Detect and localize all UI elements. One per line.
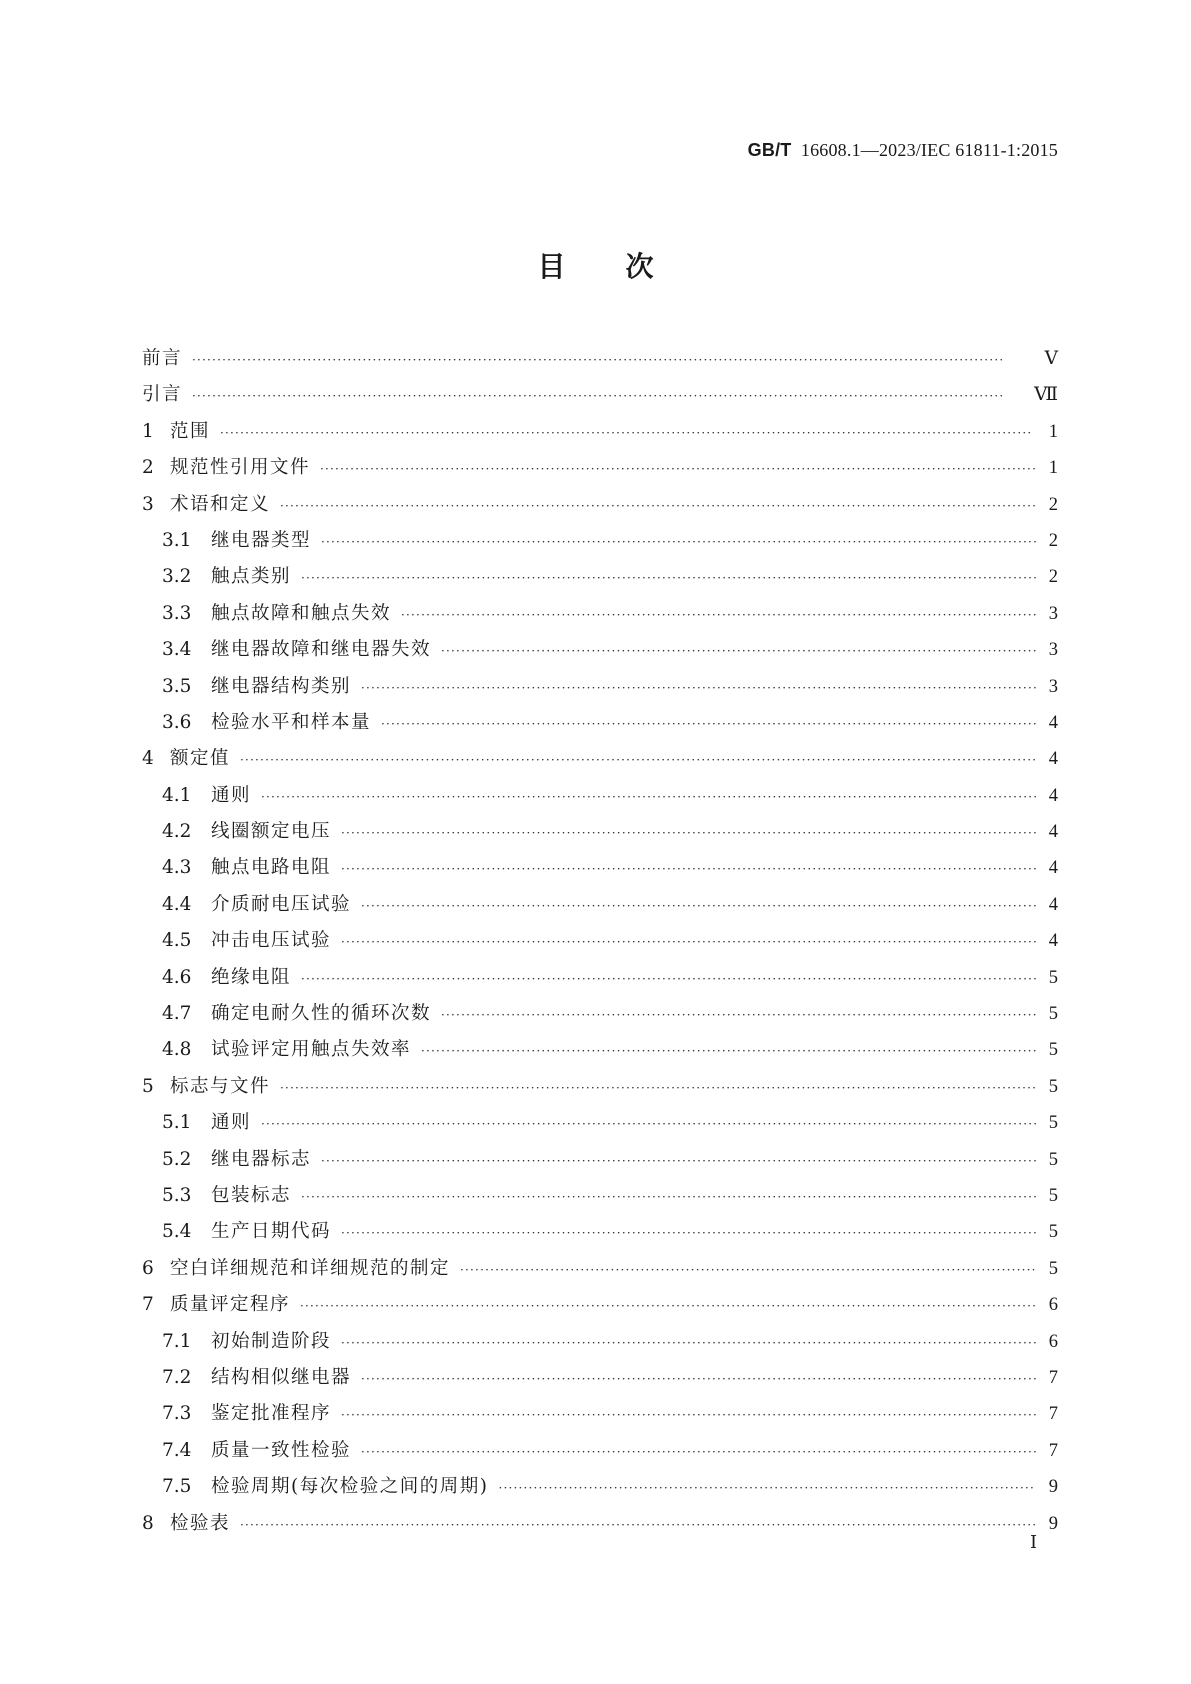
toc-dot-leader [441,633,1036,669]
toc-entry[interactable] [142,996,1058,1032]
toc-entry[interactable] [142,669,1058,705]
page-number: Ⅰ [1030,1532,1038,1552]
toc-entry-number: 5.2 [162,1148,192,1170]
toc-entry-page: 4 [1048,931,1058,952]
toc-entry[interactable] [142,450,1058,486]
toc-dot-leader [320,451,1036,487]
toc-entry-label: 检验表 [170,1512,231,1534]
toc-entry-page: 4 [1048,785,1058,806]
toc-entry[interactable] [142,1433,1058,1469]
toc-entry-number: 5.4 [162,1221,192,1243]
toc-entry-number: 3.2 [162,566,192,588]
toc-entry[interactable] [142,632,1058,668]
toc-dot-leader [240,742,1036,778]
toc-entry[interactable] [142,1324,1058,1360]
toc-entry-number: 7 [142,1294,154,1316]
toc-dot-leader [341,815,1036,851]
toc-entry-label: 冲击电压试验 [211,930,332,952]
toc-entry-page: 7 [1048,1367,1058,1388]
toc-entry[interactable] [142,596,1058,632]
toc-entry-label: 检验水平和样本量 [211,711,372,733]
toc-entry[interactable] [142,850,1058,886]
toc-entry[interactable] [142,1251,1058,1287]
toc-entry-page: 5 [1048,1040,1058,1061]
toc-dot-leader [361,1361,1036,1397]
toc-entry[interactable] [142,960,1058,996]
toc-entry-label: 继电器故障和继电器失效 [211,639,432,661]
toc-dot-leader [341,1325,1036,1361]
toc-entry[interactable] [142,377,1058,413]
toc-entry[interactable] [142,923,1058,959]
toc-entry-label: 标志与文件 [170,1075,271,1097]
toc-entry-page: 7 [1048,1440,1058,1461]
toc-dot-leader [381,706,1036,742]
toc-entry-number: 4.3 [162,857,192,879]
toc-entry-number: 3.6 [162,711,192,733]
toc-entry[interactable] [142,778,1058,814]
toc-entry-page: Ⅴ [1044,349,1058,369]
toc-entry-number: 3.1 [162,529,192,551]
toc-entry-number: 4.4 [162,893,192,915]
toc-entry[interactable] [142,1287,1058,1323]
toc-entry-page: 9 [1048,1477,1058,1498]
toc-entry-label: 额定值 [170,748,231,770]
toc-entry-number: 7.1 [162,1330,192,1352]
toc-entry-label: 通则 [211,1112,252,1134]
toc-entry-number: 6 [142,1257,154,1279]
toc-entry[interactable] [142,1506,1058,1542]
toc-dot-leader [301,961,1036,997]
toc-entry-number: 7.2 [162,1366,192,1388]
toc-entry[interactable] [142,1396,1058,1432]
toc-dot-leader [341,1397,1036,1433]
toc-entry[interactable] [142,1214,1058,1250]
toc-entry-label: 继电器标志 [211,1148,312,1170]
toc-entry-label: 结构相似继电器 [211,1366,352,1388]
toc-entry-label: 引言 [142,384,183,406]
toc-entry-label: 确定电耐久性的循环次数 [211,1003,432,1025]
toc-dot-leader [301,560,1036,596]
toc-entry-label: 继电器结构类别 [211,675,352,697]
toc-entry[interactable] [142,814,1058,850]
toc-entry-number: 4.7 [162,1003,192,1025]
toc-entry[interactable] [142,741,1058,777]
toc-entry-page: 9 [1048,1513,1058,1534]
toc-entry-page: 2 [1048,494,1058,515]
toc-dot-leader [321,524,1036,560]
standard-prefix: GB/T [747,140,792,160]
toc-entry[interactable] [142,414,1058,450]
toc-entry[interactable] [142,705,1058,741]
toc-dot-leader [240,1507,1036,1543]
toc-entry[interactable] [142,1105,1058,1141]
toc-entry-number: 1 [142,420,154,442]
toc-entry-label: 规范性引用文件 [170,457,311,479]
standard-number: 16608.1—2023/IEC 61811-1:2015 [800,140,1058,160]
toc-entry-number: 4.1 [162,784,192,806]
toc-dot-leader [192,342,1036,378]
toc-dot-leader [341,924,1036,960]
toc-entry-label: 介质耐电压试验 [211,893,352,915]
toc-entry-page: 4 [1048,712,1058,733]
toc-entry-page: 5 [1048,1149,1058,1170]
toc-entry-page: 2 [1048,530,1058,551]
toc-entry-label: 质量一致性检验 [211,1439,352,1461]
toc-dot-leader [460,1252,1036,1288]
toc-entry[interactable] [142,341,1058,377]
toc-entry-number: 3.5 [162,675,192,697]
toc-entry[interactable] [142,1032,1058,1068]
toc-entry-page: 5 [1048,967,1058,988]
toc-entry-page: 4 [1048,822,1058,843]
toc-entry-number: 5 [142,1075,154,1097]
toc-entry-page: 5 [1048,1076,1058,1097]
toc-dot-leader [361,1434,1036,1470]
toc-entry-number: 4.8 [162,1039,192,1061]
toc-entry-number: 7.3 [162,1403,192,1425]
toc-entry-page: 7 [1048,1404,1058,1425]
toc-entry-page: 3 [1048,676,1058,697]
toc-entry-page: 6 [1048,1295,1058,1316]
toc-entry-label: 触点类别 [211,566,292,588]
toc-entry-number: 7.4 [162,1439,192,1461]
toc-entry-label: 继电器类型 [211,529,312,551]
toc-dot-leader [321,1143,1036,1179]
toc-entry-number: 7.5 [162,1476,192,1498]
toc-entry-page: 5 [1048,1004,1058,1025]
toc-entry-page: 3 [1048,603,1058,624]
toc-entry-page: 5 [1048,1258,1058,1279]
toc-entry-label: 术语和定义 [170,493,271,515]
toc-entry[interactable] [142,559,1058,595]
toc-entry-page: 6 [1048,1331,1058,1352]
toc-entry[interactable] [142,887,1058,923]
toc-dot-leader [261,779,1036,815]
toc-dot-leader [261,1106,1036,1142]
toc-entry-label: 范围 [170,420,211,442]
toc-entry-number: 4.5 [162,930,192,952]
toc-entry-label: 触点故障和触点失效 [211,602,392,624]
toc-entry[interactable] [142,1469,1058,1505]
toc-dot-leader [421,1033,1036,1069]
toc-entry[interactable] [142,1360,1058,1396]
toc-dot-leader [498,1470,1036,1506]
toc-entry[interactable] [142,487,1058,523]
toc-dot-leader [192,378,1028,414]
toc-entry[interactable] [142,1142,1058,1178]
toc-entry-label: 质量评定程序 [170,1294,291,1316]
toc-dot-leader [401,597,1036,633]
toc-entry-label: 初始制造阶段 [211,1330,332,1352]
standard-code-header [748,140,1058,161]
toc-entry-page: 4 [1048,894,1058,915]
toc-dot-leader [441,997,1036,1033]
toc-entry-page: 1 [1048,458,1058,479]
toc-entry-page: 1 [1048,421,1058,442]
toc-entry[interactable] [142,523,1058,559]
page-title: 目次 [537,250,714,283]
toc-entry-label: 检验周期(每次检验之间的周期) [211,1476,489,1498]
toc-entry-label: 空白详细规范和详细规范的制定 [170,1257,451,1279]
toc-entry-number: 5.1 [162,1112,192,1134]
toc-dot-leader [280,488,1036,524]
toc-entry-label: 绝缘电阻 [211,966,292,988]
toc-entry-page: 5 [1048,1113,1058,1134]
toc-dot-leader [341,1215,1036,1251]
toc-entry-number: 8 [142,1512,154,1534]
toc-dot-leader [361,888,1036,924]
toc-entry-number: 3 [142,493,154,515]
toc-dot-leader [301,1179,1036,1215]
toc-entry-number: 2 [142,457,154,479]
toc-entry-number: 4 [142,748,154,770]
toc-entry-label: 包装标志 [211,1184,292,1206]
toc-entry-number: 3.3 [162,602,192,624]
toc-entry-page: 3 [1048,640,1058,661]
toc-dot-leader [341,851,1036,887]
toc-entry-label: 生产日期代码 [211,1221,332,1243]
toc-entry[interactable] [142,1069,1058,1105]
toc-entry-label: 线圈额定电压 [211,821,332,843]
toc-entry-label: 触点电路电阻 [211,857,332,879]
toc-dot-leader [280,1070,1036,1106]
toc-entry-page: 4 [1048,749,1058,770]
toc-entry-label: 鉴定批准程序 [211,1403,332,1425]
toc-entry-page: 2 [1048,567,1058,588]
toc-entry-number: 4.2 [162,821,192,843]
toc-entry-page: Ⅶ [1034,385,1058,406]
toc-dot-leader [220,415,1036,451]
toc-entry-label: 通则 [211,784,252,806]
toc-entry-page: 5 [1048,1222,1058,1243]
toc-entry-number: 3.4 [162,639,192,661]
table-of-contents [142,341,1058,1542]
toc-dot-leader [361,670,1036,706]
toc-entry[interactable] [142,1178,1058,1214]
toc-entry-page: 5 [1048,1185,1058,1206]
toc-entry-label: 前言 [142,348,183,369]
toc-entry-label: 试验评定用触点失效率 [211,1039,412,1061]
toc-dot-leader [300,1288,1036,1324]
toc-entry-number: 5.3 [162,1184,192,1206]
toc-entry-number: 4.6 [162,966,192,988]
toc-entry-page: 4 [1048,858,1058,879]
